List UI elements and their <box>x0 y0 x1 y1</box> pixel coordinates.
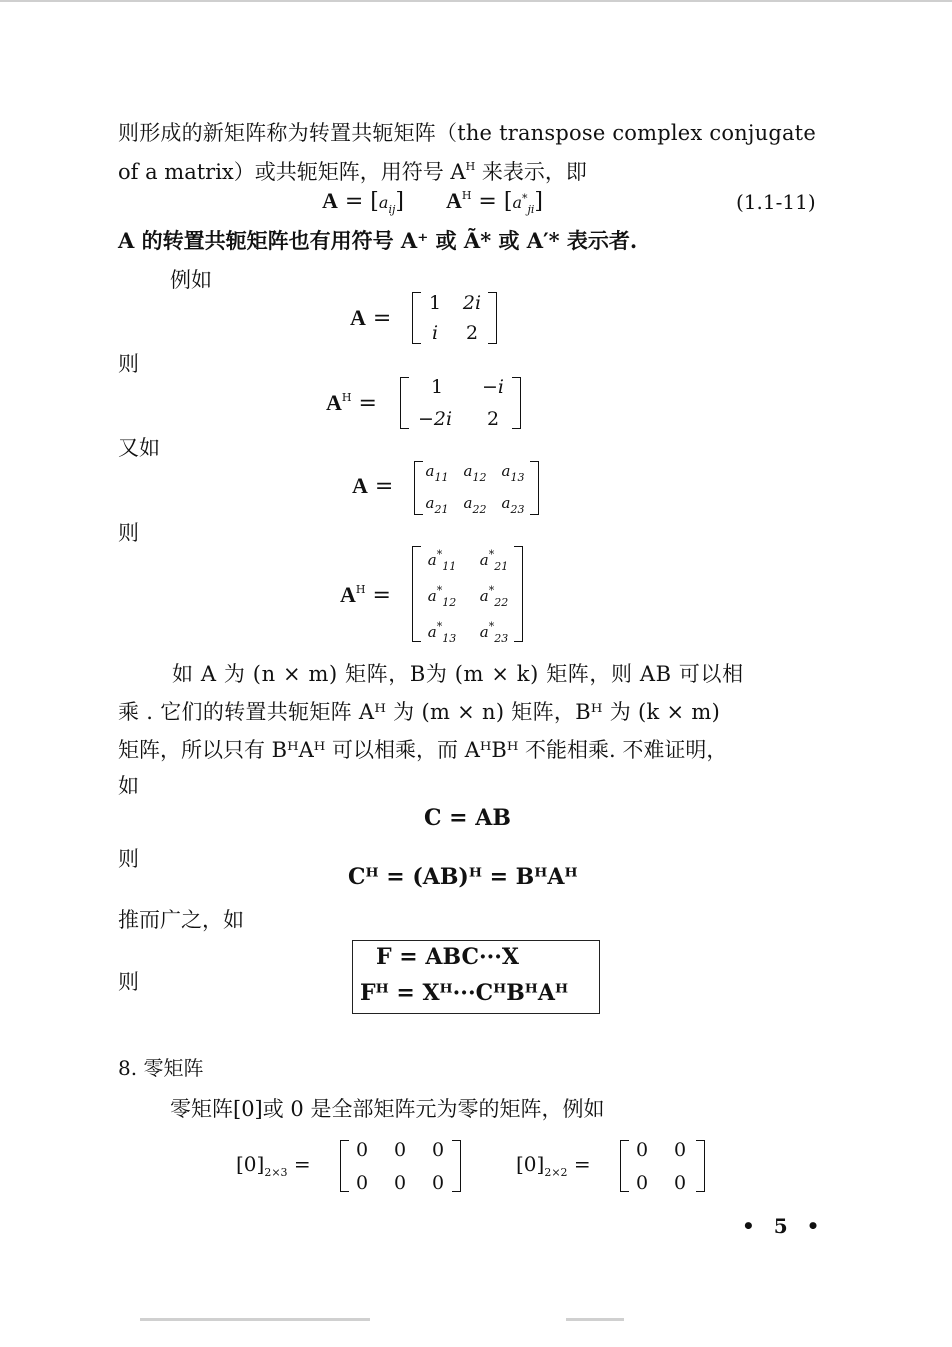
matrix-cell: 0 <box>355 1172 369 1194</box>
matrix-name: $[0]_{2\times 2}$ = <box>516 1152 591 1179</box>
matrix-cell: 0 <box>635 1139 649 1161</box>
zero-label: [0] <box>236 1152 265 1176</box>
paragraph-line: 则形成的新矩阵称为转置共轭矩阵（the transpose complex conjugate <box>118 121 816 145</box>
then-label: 则 <box>118 521 139 545</box>
matrix-cell: 2i <box>462 292 482 314</box>
left-bracket <box>412 292 421 344</box>
matrix-cell: 2 <box>486 408 500 430</box>
matrix-cell: 1 <box>430 376 444 398</box>
matrix-cell: 2 <box>465 322 479 344</box>
matrix-cell: 0 <box>431 1172 445 1194</box>
paragraph-line: 零矩阵[0]或 0 是全部矩阵元为零的矩阵，例如 <box>170 1097 605 1121</box>
subscript: 2×2 <box>544 1166 568 1179</box>
right-bracket <box>488 292 497 344</box>
matrix-name: A = <box>352 473 394 499</box>
zero-label: [0] <box>516 1152 545 1176</box>
matrix-cell: $a_{23}$ <box>501 494 525 516</box>
matrix-cell: $a^*_{22}$ <box>479 584 509 609</box>
matrix-name: $A^H$ = <box>340 582 391 608</box>
example-label: 又如 <box>118 436 160 460</box>
scan-artifact <box>140 1318 370 1321</box>
equation-product: C = AB <box>424 805 511 831</box>
right-bracket <box>696 1140 705 1192</box>
example-label: 例如 <box>170 268 212 292</box>
paragraph-line: A 的转置共轭矩阵也有用符号 A⁺ 或 Ã* 或 A′* 表示者. <box>118 228 638 253</box>
matrix-cell: 0 <box>393 1139 407 1161</box>
equation-product-transpose: Cᴴ = (AB)ᴴ = BᴴAᴴ <box>348 864 578 890</box>
matrix-cell: 0 <box>431 1139 445 1161</box>
right-bracket <box>452 1140 461 1192</box>
scan-artifact <box>566 1318 624 1321</box>
paragraph-line: 乘 . 它们的转置共轭矩阵 Aᴴ 为 (m × n) 矩阵，Bᴴ 为 (k × m) <box>118 700 721 724</box>
left-bracket <box>412 546 421 642</box>
matrix-cell: $a_{11}$ <box>425 462 449 484</box>
paragraph-text: 来表示，即 <box>475 160 587 184</box>
matrix-cell: 0 <box>355 1139 369 1161</box>
matrix-cell: $a^*_{21}$ <box>479 548 509 573</box>
matrix-name: $[0]_{2\times 3}$ = <box>236 1152 311 1179</box>
superscript: H <box>465 160 476 173</box>
right-bracket <box>514 546 523 642</box>
matrix-cell: $a_{22}$ <box>463 494 487 516</box>
paragraph-line: 如 <box>118 774 139 798</box>
paragraph-line <box>118 152 587 187</box>
page-number: • 5 • <box>742 1214 826 1238</box>
matrix-name: A = <box>350 305 392 331</box>
equation-chain-transpose: Fᴴ = Xᴴ···CᴴBᴴAᴴ <box>360 980 569 1006</box>
matrix-cell: 0 <box>673 1139 687 1161</box>
matrix-cell: $a^*_{23}$ <box>479 620 509 645</box>
matrix-cell: $a_{13}$ <box>501 462 525 484</box>
then-label: 则 <box>118 847 139 871</box>
matrix-cell: 0 <box>393 1172 407 1194</box>
matrix-cell: $a_{12}$ <box>463 462 487 484</box>
paragraph-line: 矩阵，所以只有 BᴴAᴴ 可以相乘，而 AᴴBᴴ 不能相乘. 不难证明， <box>118 738 728 762</box>
section-heading: 8. 零矩阵 <box>118 1056 204 1080</box>
equation-chain: F = ABC···X <box>376 944 519 970</box>
equation-number: (1.1-11) <box>736 190 816 214</box>
right-bracket <box>530 461 539 515</box>
then-label: 则 <box>118 970 139 994</box>
matrix-cell: 1 <box>428 292 442 314</box>
left-bracket <box>400 377 409 429</box>
right-bracket <box>512 377 521 429</box>
then-label: 则 <box>118 352 139 376</box>
paragraph-line: 如 A 为 (n × m) 矩阵，B为 (m × k) 矩阵，则 AB 可以相 <box>172 662 744 686</box>
matrix-cell: $a_{21}$ <box>425 494 449 516</box>
matrix-cell: i <box>431 322 439 344</box>
equation-conjugate-transpose: $A = [a_{ij}]$ $A^H = [a^*_{ji}]$ <box>322 188 544 216</box>
matrix-cell: $a^*_{11}$ <box>427 548 457 573</box>
matrix-cell: $a^*_{12}$ <box>427 584 457 609</box>
matrix-name: $A^H$ = <box>326 390 377 416</box>
matrix-cell: 0 <box>673 1172 687 1194</box>
paragraph-text: of a matrix）或共轭矩阵，用符号 A <box>118 160 466 184</box>
page-top-edge <box>0 0 952 2</box>
subscript: 2×3 <box>264 1166 288 1179</box>
matrix-cell: 0 <box>635 1172 649 1194</box>
matrix-cell: $a^*_{13}$ <box>427 620 457 645</box>
matrix-cell: −2i <box>417 408 453 430</box>
matrix-cell: −i <box>482 376 504 398</box>
left-bracket <box>620 1140 629 1192</box>
generalize-label: 推而广之，如 <box>118 908 244 932</box>
left-bracket <box>340 1140 349 1192</box>
